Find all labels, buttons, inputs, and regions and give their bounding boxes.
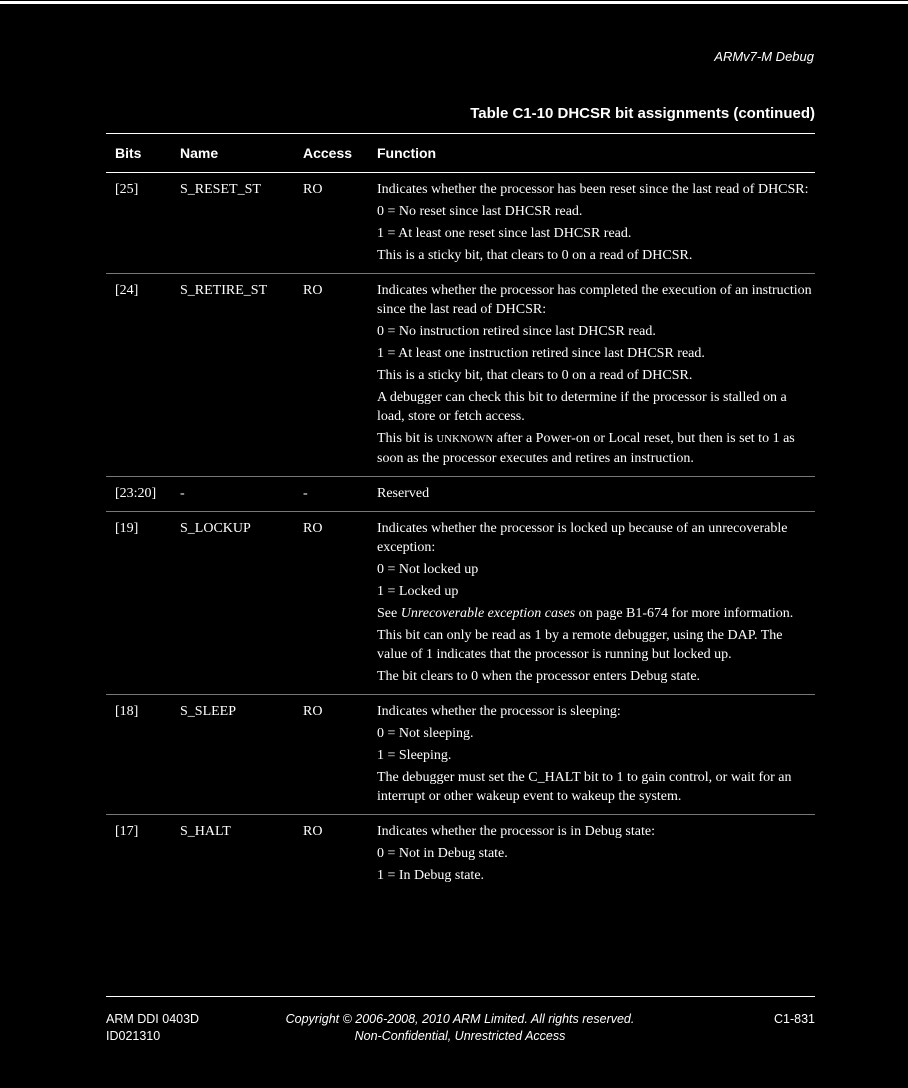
function-text: 0 = Not locked up (377, 562, 479, 577)
cell-access: RO (303, 824, 323, 839)
function-text: Indicates whether the processor has completed the execution of an instruction since the last read of DHCSR: (377, 283, 812, 317)
cell-name: S_RESET_ST (180, 182, 261, 197)
table-row (106, 274, 815, 477)
function-text: This is a sticky bit, that clears to 0 on a read of DHCSR. (377, 248, 693, 263)
table-row (106, 477, 815, 512)
cell-function (377, 700, 815, 809)
copyright-text: Copyright © 2006-2008, 2010 ARM Limited. All rights reserved. (285, 1012, 635, 1026)
function-text: The bit clears to 0 when the processor enters Debug state. (377, 669, 701, 684)
cell-access: RO (303, 521, 323, 536)
function-text: Indicates whether the processor is sleeping: (377, 704, 621, 719)
cell-access: RO (303, 283, 323, 298)
top-rule (0, 1, 908, 4)
function-text: This bit can only be read as 1 by a remote debugger, using the DAP. The value of 1 indicates that the processor is running but locked up. (377, 628, 783, 662)
doc-number: ARM DDI 0403D (106, 1012, 200, 1026)
cell-function (377, 279, 815, 471)
cell-name: S_RETIRE_ST (180, 283, 268, 298)
function-text: 0 = No reset since last DHCSR read. (377, 204, 583, 219)
function-text (377, 429, 815, 468)
cell-function (377, 482, 815, 506)
column-header-access: Access (303, 145, 353, 161)
footer-copyright (230, 1011, 690, 1045)
function-text: A debugger can check this bit to determine if the processor is stalled on a load, store or fetch access. (377, 390, 787, 424)
cell-access: - (303, 486, 308, 501)
cell-access: RO (303, 704, 323, 719)
cell-name: - (180, 486, 185, 501)
cell-access: RO (303, 182, 323, 197)
cell-bits: [23:20] (115, 486, 157, 501)
function-text: 1 = Locked up (377, 584, 459, 599)
cell-function (377, 820, 815, 888)
dhcsr-table (106, 133, 815, 893)
cell-bits: [17] (115, 824, 139, 839)
table-row (106, 815, 815, 893)
column-header-function: Function (377, 145, 437, 161)
cell-function (377, 517, 815, 689)
issue-id: ID021310 (106, 1029, 161, 1043)
table-row (106, 512, 815, 695)
page-number: C1-831 (774, 1012, 815, 1026)
unknown-note-after: after a Power-on or Local reset, but then is set to 1 as soon as the processor executes and retires an instruction. (377, 431, 795, 466)
running-header: ARMv7-M Debug (714, 49, 814, 64)
cell-function (377, 178, 815, 268)
cell-bits: [18] (115, 704, 139, 719)
see-note-before: See (377, 606, 401, 621)
cell-name: S_SLEEP (180, 704, 237, 719)
cross-reference-link[interactable]: Unrecoverable exception cases (400, 606, 576, 621)
cell-bits: [25] (115, 182, 139, 197)
function-text (377, 604, 815, 623)
table-row (106, 695, 815, 815)
cell-name: S_HALT (180, 824, 231, 839)
function-text: 1 = In Debug state. (377, 868, 485, 883)
function-text: 0 = Not sleeping. (377, 726, 474, 741)
see-note-after: on page B1-674 for more information. (575, 606, 794, 621)
function-text: Indicates whether the processor is locked up because of an unrecoverable exception: (377, 521, 788, 555)
table-title: Table C1-10 DHCSR bit assignments (continued) (470, 105, 815, 122)
function-text: The debugger must set the C_HALT bit to 1 to gain control, or wait for an interrupt or other wakeup event to wakeup the system. (377, 770, 792, 804)
function-text: 1 = Sleeping. (377, 748, 452, 763)
function-text: Indicates whether the processor is in Debug state: (377, 824, 655, 839)
footer-rule (106, 996, 815, 997)
function-text: 1 = At least one reset since last DHCSR read. (377, 226, 632, 241)
function-text: This is a sticky bit, that clears to 0 on a read of DHCSR. (377, 368, 693, 383)
unknown-note-before: This bit is (377, 431, 437, 446)
column-header-name: Name (180, 145, 219, 161)
function-text: 0 = Not in Debug state. (377, 846, 508, 861)
confidentiality-text: Non-Confidential, Unrestricted Access (354, 1029, 566, 1043)
cell-name: S_LOCKUP (180, 521, 251, 536)
unknown-keyword: UNKNOWN (436, 434, 494, 445)
table-row (106, 173, 815, 274)
column-header-bits: Bits (115, 145, 142, 161)
footer-doc-id (106, 1011, 199, 1045)
function-text: Reserved (377, 486, 430, 501)
function-text: 1 = At least one instruction retired since last DHCSR read. (377, 346, 705, 361)
function-text: Indicates whether the processor has been reset since the last read of DHCSR: (377, 182, 809, 197)
function-text: 0 = No instruction retired since last DHCSR read. (377, 324, 656, 339)
cell-bits: [24] (115, 283, 139, 298)
table-header-row (106, 134, 815, 173)
cell-bits: [19] (115, 521, 139, 536)
